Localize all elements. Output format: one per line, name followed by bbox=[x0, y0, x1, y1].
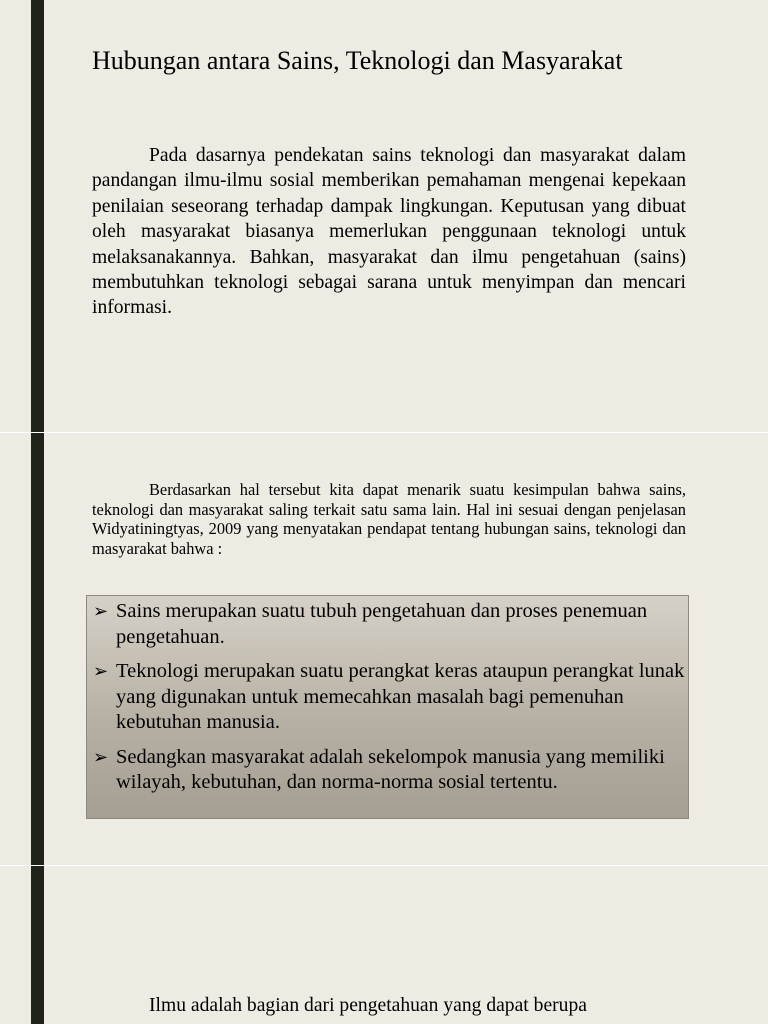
list-item bbox=[93, 745, 688, 796]
list-item-text: Teknologi merupakan suatu perangkat keras ataupun perangkat lunak yang digunakan untuk memecahkan masalah bagi pemenuhan kebutuhan manusia. bbox=[116, 660, 685, 733]
slide-title: Hubungan antara Sains, Teknologi dan Masyarakat bbox=[92, 46, 623, 75]
list-item bbox=[93, 659, 688, 736]
list-item-text: Sains merupakan suatu tubuh pengetahuan dan proses penemuan pengetahuan. bbox=[116, 600, 648, 648]
slide-1 bbox=[0, 0, 768, 432]
arrow-bullet-icon: ➢ bbox=[93, 661, 109, 681]
list-item bbox=[93, 599, 688, 650]
intro-paragraph: Pada dasarnya pendekatan sains teknologi dan masyarakat dalam pandangan ilmu-ilmu sosial memberikan pemahaman mengenai kepekaan penilaian seseorang terhadap dampak lingkungan. Keputusan yang dibuat oleh masyarakat biasanya memerlukan penggunaan teknologi untuk melaksanakannya. Bahkan, masyarakat dan ilmu pengetahuan (sains) membutuhkan teknologi sebagai sarana untuk menyimpan dan mencari informasi. bbox=[92, 145, 686, 319]
slide-accent-bar bbox=[31, 0, 44, 432]
definitions-box bbox=[86, 595, 689, 819]
slide-3 bbox=[0, 866, 768, 1024]
arrow-bullet-icon: ➢ bbox=[93, 601, 109, 621]
list-item-text: Sedangkan masyarakat adalah sekelompok manusia yang memiliki wilayah, kebutuhan, dan norma-norma sosial tertentu. bbox=[116, 745, 665, 793]
arrow-bullet-icon: ➢ bbox=[93, 746, 109, 767]
science-paragraph: Ilmu adalah bagian dari pengetahuan yang dapat berupa bbox=[149, 995, 587, 1016]
slide-2 bbox=[0, 433, 768, 865]
slide-accent-bar bbox=[31, 866, 44, 1024]
definitions-list bbox=[87, 596, 688, 796]
conclusion-paragraph: Berdasarkan hal tersebut kita dapat menarik suatu kesimpulan bahwa sains, teknologi dan masyarakat saling terkait satu sama lain. Hal ini sesuai dengan penjelasan Widyatiningtyas, 2009 yang menyatakan pendapat tentang hubungan sains, teknologi dan masyarakat bahwa : bbox=[92, 480, 686, 558]
slide-accent-bar bbox=[31, 433, 44, 865]
